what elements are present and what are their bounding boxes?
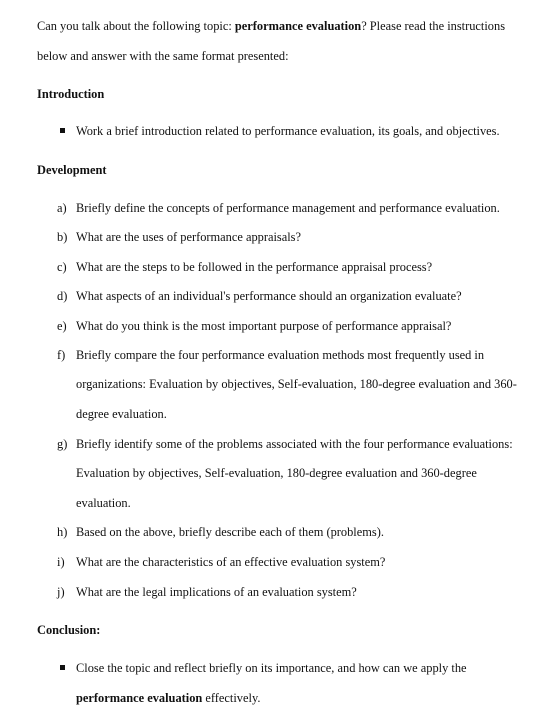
item-marker-a: a) <box>57 201 67 215</box>
item-h-text: Based on the above, briefly describe each of them (problems). <box>76 525 384 539</box>
item-f-text-1: Briefly compare the four performance evaluation methods most frequently used in <box>76 348 485 362</box>
conclusion-heading: Conclusion: <box>37 623 101 637</box>
item-marker-b: b) <box>57 230 68 244</box>
intro-suffix: ? Please read the instructions <box>361 19 506 33</box>
item-g-text-2: Evaluation by objectives, Self-evaluation, 180-degree evaluation and 360-degree <box>76 466 477 480</box>
conclusion-line-1: Close the topic and reflect briefly on its importance, and how can we apply the <box>76 661 467 675</box>
item-marker-d: d) <box>57 289 68 303</box>
introduction-heading: Introduction <box>37 87 105 101</box>
item-marker-c: c) <box>57 260 67 274</box>
intro-topic: performance evaluation <box>234 19 362 33</box>
item-c-text: What are the steps to be followed in the performance appraisal process? <box>76 260 433 274</box>
intro-prefix: Can you talk about the following topic: <box>37 19 235 33</box>
item-e-text: What do you think is the most important purpose of performance appraisal? <box>76 319 452 333</box>
item-marker-e: e) <box>57 319 67 333</box>
item-f-text-3: degree evaluation. <box>76 407 167 421</box>
item-j-text: What are the legal implications of an evaluation system? <box>76 585 357 599</box>
item-marker-g: g) <box>57 437 68 451</box>
bullet-square-icon <box>60 665 65 670</box>
item-b-text: What are the uses of performance appraisals? <box>76 230 301 244</box>
item-marker-j: j) <box>57 585 65 599</box>
intro-line-1 <box>37 18 505 34</box>
development-heading: Development <box>37 163 107 177</box>
introduction-bullet: Work a brief introduction related to performance evaluation, its goals, and objectives. <box>76 124 500 138</box>
item-g-text-3: evaluation. <box>76 496 131 510</box>
conclusion-rest: effectively. <box>202 691 261 705</box>
item-marker-i: i) <box>57 555 65 569</box>
item-g-text-1: Briefly identify some of the problems associated with the four performance evaluations: <box>76 437 513 451</box>
conclusion-line-2 <box>76 690 260 706</box>
conclusion-topic: performance evaluation <box>76 691 203 705</box>
intro-line-2: below and answer with the same format presented: <box>37 49 289 63</box>
item-marker-f: f) <box>57 348 66 362</box>
bullet-square-icon <box>60 128 65 133</box>
item-f-text-2: organizations: Evaluation by objectives, Self-evaluation, 180-degree evaluation and 360- <box>76 377 517 391</box>
item-marker-h: h) <box>57 525 68 539</box>
item-a-text: Briefly define the concepts of performance management and performance evaluation. <box>76 201 500 215</box>
item-i-text: What are the characteristics of an effective evaluation system? <box>76 555 386 569</box>
item-d-text: What aspects of an individual's performance should an organization evaluate? <box>76 289 462 303</box>
